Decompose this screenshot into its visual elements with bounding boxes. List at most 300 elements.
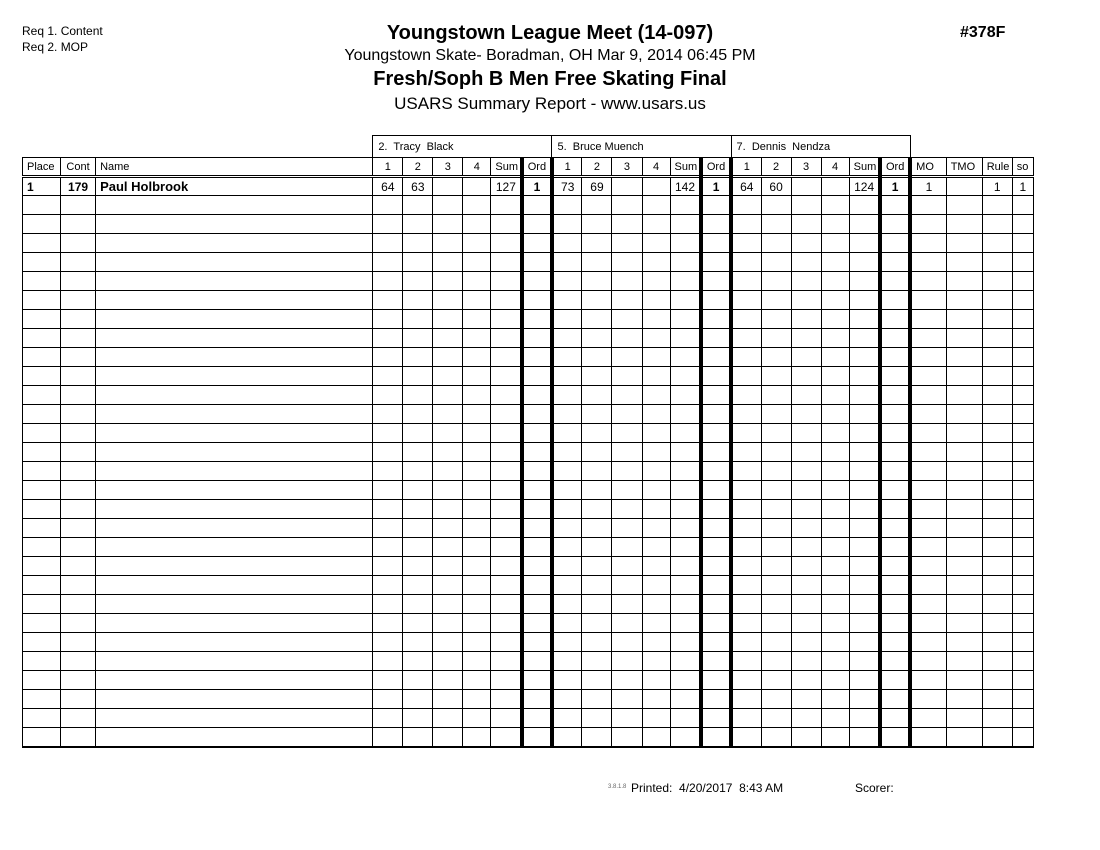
judge2-sum-cell bbox=[670, 291, 701, 310]
place-cell bbox=[23, 500, 61, 519]
judge3-score2-cell bbox=[761, 500, 791, 519]
judge3-score2-cell bbox=[761, 405, 791, 424]
place-cell bbox=[23, 595, 61, 614]
judge1-ord-cell bbox=[522, 500, 552, 519]
judge3-score1-cell bbox=[731, 272, 761, 291]
judge2-score4-cell bbox=[642, 614, 670, 633]
name-cell bbox=[96, 196, 373, 215]
judge3-sum-cell bbox=[849, 424, 880, 443]
judge2-score1-cell bbox=[552, 310, 582, 329]
judge1-score2-cell bbox=[403, 348, 433, 367]
judge3-score3-cell bbox=[791, 253, 821, 272]
judge2-score3-cell bbox=[612, 481, 642, 500]
header-judge1-ord: Ord bbox=[522, 158, 552, 177]
judge3-score4-cell bbox=[821, 595, 849, 614]
judge1-score2-cell bbox=[403, 538, 433, 557]
empty-row bbox=[23, 519, 1034, 538]
empty-row bbox=[23, 253, 1034, 272]
empty-row bbox=[23, 291, 1034, 310]
mo-cell bbox=[910, 671, 946, 690]
tmo-cell bbox=[946, 728, 982, 747]
judge3-ord-cell bbox=[880, 671, 910, 690]
judge1-score4-cell bbox=[463, 557, 491, 576]
judge1-sum-cell bbox=[491, 386, 522, 405]
judge2-score1-cell bbox=[552, 576, 582, 595]
judge3-score4-cell bbox=[821, 690, 849, 709]
mo-cell bbox=[910, 424, 946, 443]
judge3-score1-cell bbox=[731, 424, 761, 443]
judge3-score2-cell bbox=[761, 652, 791, 671]
judge3-score3-cell bbox=[791, 595, 821, 614]
empty-row bbox=[23, 234, 1034, 253]
empty-row bbox=[23, 614, 1034, 633]
judge3-score4-cell bbox=[821, 310, 849, 329]
judge1-ord-cell bbox=[522, 481, 552, 500]
so-cell bbox=[1012, 595, 1033, 614]
mo-cell bbox=[910, 272, 946, 291]
judge2-score3-cell bbox=[612, 367, 642, 386]
judge1-ord-cell: 1 bbox=[522, 177, 552, 196]
judge3-score4-cell bbox=[821, 462, 849, 481]
judge1-score3-cell bbox=[433, 690, 463, 709]
place-cell bbox=[23, 215, 61, 234]
judge2-sum-cell bbox=[670, 310, 701, 329]
judge2-score1-cell bbox=[552, 234, 582, 253]
judge2-score1-cell bbox=[552, 367, 582, 386]
judge2-score4-cell bbox=[642, 253, 670, 272]
place-cell bbox=[23, 462, 61, 481]
judge2-score2-cell bbox=[582, 367, 612, 386]
judge1-score4-cell bbox=[463, 291, 491, 310]
judge2-sum-cell bbox=[670, 671, 701, 690]
judge1-score3-cell bbox=[433, 633, 463, 652]
judge3-score2-cell bbox=[761, 481, 791, 500]
judge2-score3-cell bbox=[612, 272, 642, 291]
judge1-score4-cell bbox=[463, 595, 491, 614]
judge2-score4-cell bbox=[642, 386, 670, 405]
judge1-score3-cell bbox=[433, 709, 463, 728]
mo-cell bbox=[910, 481, 946, 500]
judge2-sum-cell bbox=[670, 557, 701, 576]
mo-cell bbox=[910, 500, 946, 519]
judge1-ord-cell bbox=[522, 196, 552, 215]
judge2-ord-cell bbox=[701, 348, 731, 367]
judge2-score3-cell bbox=[612, 538, 642, 557]
results-table-wrap bbox=[22, 135, 1034, 748]
judge3-score3-cell bbox=[791, 386, 821, 405]
judge2-ord-cell bbox=[701, 595, 731, 614]
judge3-score2-cell bbox=[761, 633, 791, 652]
judge1-ord-cell bbox=[522, 405, 552, 424]
cont-cell bbox=[61, 709, 96, 728]
judge2-sum-cell bbox=[670, 728, 701, 747]
judge2-score2-cell bbox=[582, 481, 612, 500]
judge2-sum-cell bbox=[670, 481, 701, 500]
judge2-score4-cell bbox=[642, 652, 670, 671]
judge1-sum-cell bbox=[491, 272, 522, 291]
judge2-score1-cell bbox=[552, 253, 582, 272]
cont-cell bbox=[61, 500, 96, 519]
place-cell bbox=[23, 519, 61, 538]
so-cell bbox=[1012, 310, 1033, 329]
empty-row bbox=[23, 595, 1034, 614]
judge-2-name: 5. Bruce Muench bbox=[552, 136, 731, 158]
judge2-score4-cell bbox=[642, 272, 670, 291]
judge-3-name: 7. Dennis Nendza bbox=[731, 136, 910, 158]
so-cell bbox=[1012, 424, 1033, 443]
header-judge3-score4: 4 bbox=[821, 158, 849, 177]
so-cell bbox=[1012, 329, 1033, 348]
header-judge3-sum: Sum bbox=[849, 158, 880, 177]
judge2-score4-cell bbox=[642, 500, 670, 519]
judge3-score3-cell bbox=[791, 310, 821, 329]
judge2-score1-cell bbox=[552, 500, 582, 519]
tmo-cell bbox=[946, 443, 982, 462]
judge2-sum-cell bbox=[670, 367, 701, 386]
header-rule: Rule bbox=[982, 158, 1012, 177]
judge2-ord-cell bbox=[701, 253, 731, 272]
judge3-score2-cell bbox=[761, 196, 791, 215]
judge3-score3-cell bbox=[791, 519, 821, 538]
judge3-sum-cell bbox=[849, 443, 880, 462]
rule-cell bbox=[982, 728, 1012, 747]
judge2-sum-cell bbox=[670, 633, 701, 652]
so-cell bbox=[1012, 443, 1033, 462]
judge3-sum-cell bbox=[849, 538, 880, 557]
judge2-ord-cell bbox=[701, 443, 731, 462]
cont-cell: 179 bbox=[61, 177, 96, 196]
judge2-score4-cell bbox=[642, 234, 670, 253]
name-cell bbox=[96, 386, 373, 405]
place-cell bbox=[23, 557, 61, 576]
name-cell bbox=[96, 234, 373, 253]
empty-row bbox=[23, 481, 1034, 500]
judge3-score4-cell bbox=[821, 576, 849, 595]
judge1-sum-cell bbox=[491, 291, 522, 310]
judge3-score1-cell bbox=[731, 614, 761, 633]
cont-cell bbox=[61, 253, 96, 272]
printed-value: 4/20/2017 8:43 AM bbox=[679, 781, 784, 795]
judge2-sum-cell bbox=[670, 424, 701, 443]
judge1-score3-cell bbox=[433, 671, 463, 690]
cont-cell bbox=[61, 329, 96, 348]
judge3-score3-cell bbox=[791, 500, 821, 519]
printed-timestamp bbox=[631, 781, 783, 795]
judge1-score4-cell bbox=[463, 196, 491, 215]
judge1-sum-cell bbox=[491, 633, 522, 652]
name-cell bbox=[96, 405, 373, 424]
cont-cell bbox=[61, 595, 96, 614]
cont-cell bbox=[61, 576, 96, 595]
judge3-sum-cell bbox=[849, 348, 880, 367]
judge1-score1-cell bbox=[373, 253, 403, 272]
judge2-ord-cell bbox=[701, 652, 731, 671]
judge3-sum-cell bbox=[849, 291, 880, 310]
name-cell bbox=[96, 424, 373, 443]
judge1-score4-cell bbox=[463, 386, 491, 405]
so-cell bbox=[1012, 348, 1033, 367]
header-judge1-score3: 3 bbox=[433, 158, 463, 177]
so-cell bbox=[1012, 291, 1033, 310]
name-cell: Paul Holbrook bbox=[96, 177, 373, 196]
rule-cell bbox=[982, 462, 1012, 481]
judge1-sum-cell bbox=[491, 500, 522, 519]
judge1-score1-cell bbox=[373, 557, 403, 576]
place-cell bbox=[23, 424, 61, 443]
judge1-score3-cell bbox=[433, 576, 463, 595]
judge2-score2-cell bbox=[582, 690, 612, 709]
judge2-ord-cell: 1 bbox=[701, 177, 731, 196]
judge1-ord-cell bbox=[522, 272, 552, 291]
judge1-score4-cell bbox=[463, 481, 491, 500]
empty-row bbox=[23, 462, 1034, 481]
judge2-score4-cell bbox=[642, 519, 670, 538]
rule-cell bbox=[982, 538, 1012, 557]
name-cell bbox=[96, 215, 373, 234]
judge1-score2-cell bbox=[403, 443, 433, 462]
judge2-score1-cell bbox=[552, 671, 582, 690]
so-cell bbox=[1012, 538, 1033, 557]
judge1-ord-cell bbox=[522, 329, 552, 348]
judge3-score2-cell bbox=[761, 690, 791, 709]
judge3-ord-cell bbox=[880, 386, 910, 405]
judge3-score3-cell bbox=[791, 557, 821, 576]
name-cell bbox=[96, 348, 373, 367]
judge2-score1-cell bbox=[552, 215, 582, 234]
judge3-score4-cell bbox=[821, 215, 849, 234]
empty-row bbox=[23, 405, 1034, 424]
judge3-score4-cell bbox=[821, 633, 849, 652]
header-judge3-score1: 1 bbox=[731, 158, 761, 177]
judge3-ord-cell bbox=[880, 595, 910, 614]
judge3-ord-cell bbox=[880, 728, 910, 747]
judge1-sum-cell bbox=[491, 443, 522, 462]
tmo-cell bbox=[946, 367, 982, 386]
judge3-score2-cell: 60 bbox=[761, 177, 791, 196]
judge1-score1-cell bbox=[373, 633, 403, 652]
cont-cell bbox=[61, 614, 96, 633]
judge3-score3-cell bbox=[791, 424, 821, 443]
judge3-score2-cell bbox=[761, 595, 791, 614]
judge2-score2-cell bbox=[582, 652, 612, 671]
judge1-score3-cell bbox=[433, 614, 463, 633]
mo-cell bbox=[910, 386, 946, 405]
header-judge2-sum: Sum bbox=[670, 158, 701, 177]
judge2-score3-cell bbox=[612, 253, 642, 272]
judge3-sum-cell bbox=[849, 728, 880, 747]
cont-cell bbox=[61, 690, 96, 709]
judge3-ord-cell bbox=[880, 633, 910, 652]
judge3-score3-cell bbox=[791, 576, 821, 595]
rule-cell bbox=[982, 671, 1012, 690]
judge3-ord-cell bbox=[880, 709, 910, 728]
judge2-score1-cell bbox=[552, 538, 582, 557]
judge2-score4-cell bbox=[642, 462, 670, 481]
judge2-score2-cell bbox=[582, 500, 612, 519]
judge1-ord-cell bbox=[522, 557, 552, 576]
place-cell bbox=[23, 652, 61, 671]
judge1-score2-cell bbox=[403, 481, 433, 500]
judge3-ord-cell bbox=[880, 234, 910, 253]
judge1-score1-cell bbox=[373, 690, 403, 709]
judge3-score4-cell bbox=[821, 728, 849, 747]
tmo-cell bbox=[946, 462, 982, 481]
judge2-ord-cell bbox=[701, 690, 731, 709]
judge3-sum-cell bbox=[849, 614, 880, 633]
judge2-score1-cell bbox=[552, 386, 582, 405]
judge2-score4-cell bbox=[642, 728, 670, 747]
judge3-score3-cell bbox=[791, 481, 821, 500]
judge3-sum-cell bbox=[849, 272, 880, 291]
judge3-score1-cell bbox=[731, 576, 761, 595]
judge2-score1-cell bbox=[552, 424, 582, 443]
judge1-score1-cell bbox=[373, 386, 403, 405]
event-title: Fresh/Soph B Men Free Skating Final bbox=[373, 68, 727, 90]
judge3-sum-cell bbox=[849, 329, 880, 348]
judge1-score4-cell bbox=[463, 234, 491, 253]
place-cell bbox=[23, 633, 61, 652]
judge3-score4-cell bbox=[821, 652, 849, 671]
tmo-cell bbox=[946, 652, 982, 671]
judge1-sum-cell bbox=[491, 462, 522, 481]
judge3-sum-cell bbox=[849, 310, 880, 329]
header-name: Name bbox=[96, 158, 373, 177]
judge1-ord-cell bbox=[522, 538, 552, 557]
judge2-score3-cell bbox=[612, 424, 642, 443]
mo-cell bbox=[910, 215, 946, 234]
judge-row-right-spacer bbox=[910, 136, 1033, 158]
judge2-score4-cell bbox=[642, 595, 670, 614]
judge3-sum-cell bbox=[849, 557, 880, 576]
judge3-sum-cell bbox=[849, 462, 880, 481]
judge3-score1-cell bbox=[731, 462, 761, 481]
judge2-ord-cell bbox=[701, 291, 731, 310]
rule-cell bbox=[982, 215, 1012, 234]
rule-cell bbox=[982, 196, 1012, 215]
judge3-ord-cell bbox=[880, 291, 910, 310]
judge2-score3-cell bbox=[612, 728, 642, 747]
judge2-score2-cell bbox=[582, 728, 612, 747]
result-row bbox=[23, 177, 1034, 196]
place-cell bbox=[23, 709, 61, 728]
judge1-score1-cell bbox=[373, 367, 403, 386]
judge1-score2-cell bbox=[403, 405, 433, 424]
name-cell bbox=[96, 367, 373, 386]
judge1-score3-cell bbox=[433, 196, 463, 215]
judge2-score1-cell bbox=[552, 196, 582, 215]
place-cell bbox=[23, 671, 61, 690]
judge1-score1-cell bbox=[373, 614, 403, 633]
mo-cell bbox=[910, 348, 946, 367]
judge2-sum-cell bbox=[670, 234, 701, 253]
judge1-score1-cell bbox=[373, 500, 403, 519]
tmo-cell bbox=[946, 310, 982, 329]
judge1-score3-cell bbox=[433, 500, 463, 519]
cont-cell bbox=[61, 633, 96, 652]
report-type: USARS Summary Report - www.usars.us bbox=[394, 94, 706, 113]
judge3-sum-cell bbox=[849, 576, 880, 595]
judge3-score1-cell bbox=[731, 405, 761, 424]
judge3-score4-cell bbox=[821, 405, 849, 424]
place-cell bbox=[23, 196, 61, 215]
judge3-score2-cell bbox=[761, 291, 791, 310]
judge1-ord-cell bbox=[522, 424, 552, 443]
judge2-score3-cell bbox=[612, 576, 642, 595]
judge3-score2-cell bbox=[761, 215, 791, 234]
place-cell bbox=[23, 405, 61, 424]
judge2-score2-cell bbox=[582, 272, 612, 291]
judge3-score4-cell bbox=[821, 500, 849, 519]
mo-cell bbox=[910, 519, 946, 538]
judge1-score1-cell bbox=[373, 424, 403, 443]
judge3-score1-cell bbox=[731, 728, 761, 747]
judge3-ord-cell bbox=[880, 462, 910, 481]
judge1-score4-cell bbox=[463, 652, 491, 671]
judge3-score2-cell bbox=[761, 272, 791, 291]
mo-cell bbox=[910, 329, 946, 348]
judge2-score3-cell bbox=[612, 443, 642, 462]
judge1-sum-cell bbox=[491, 519, 522, 538]
judge2-score4-cell bbox=[642, 690, 670, 709]
header-place: Place bbox=[23, 158, 61, 177]
tmo-cell bbox=[946, 709, 982, 728]
judge1-sum-cell bbox=[491, 614, 522, 633]
rule-cell bbox=[982, 367, 1012, 386]
mo-cell bbox=[910, 462, 946, 481]
judge3-ord-cell bbox=[880, 348, 910, 367]
judge1-ord-cell bbox=[522, 310, 552, 329]
so-cell bbox=[1012, 652, 1033, 671]
judge1-sum-cell bbox=[491, 595, 522, 614]
judge2-sum-cell bbox=[670, 215, 701, 234]
judge1-score2-cell bbox=[403, 595, 433, 614]
name-cell bbox=[96, 500, 373, 519]
judge2-score3-cell bbox=[612, 500, 642, 519]
judge3-score2-cell bbox=[761, 671, 791, 690]
name-cell bbox=[96, 462, 373, 481]
judge1-score3-cell bbox=[433, 234, 463, 253]
tmo-cell bbox=[946, 614, 982, 633]
judge3-ord-cell bbox=[880, 329, 910, 348]
judge2-sum-cell bbox=[670, 405, 701, 424]
judge3-sum-cell bbox=[849, 671, 880, 690]
judge2-score3-cell bbox=[612, 671, 642, 690]
judge3-ord-cell bbox=[880, 367, 910, 386]
judge1-score1-cell bbox=[373, 538, 403, 557]
judge3-score3-cell bbox=[791, 443, 821, 462]
judge1-score1-cell bbox=[373, 215, 403, 234]
rule-cell bbox=[982, 481, 1012, 500]
so-cell bbox=[1012, 614, 1033, 633]
judge2-sum-cell bbox=[670, 500, 701, 519]
judge2-sum-cell bbox=[670, 576, 701, 595]
judge3-ord-cell bbox=[880, 614, 910, 633]
header-mo: MO bbox=[910, 158, 946, 177]
judge2-ord-cell bbox=[701, 538, 731, 557]
judge1-score2-cell bbox=[403, 367, 433, 386]
cont-cell bbox=[61, 538, 96, 557]
mo-cell bbox=[910, 709, 946, 728]
judge1-sum-cell bbox=[491, 538, 522, 557]
judge3-score4-cell bbox=[821, 424, 849, 443]
judge3-sum-cell bbox=[849, 481, 880, 500]
report-table bbox=[22, 135, 1034, 748]
judge1-score3-cell bbox=[433, 310, 463, 329]
mo-cell bbox=[910, 538, 946, 557]
tmo-cell bbox=[946, 253, 982, 272]
judge1-score3-cell bbox=[433, 386, 463, 405]
judge3-score4-cell bbox=[821, 671, 849, 690]
